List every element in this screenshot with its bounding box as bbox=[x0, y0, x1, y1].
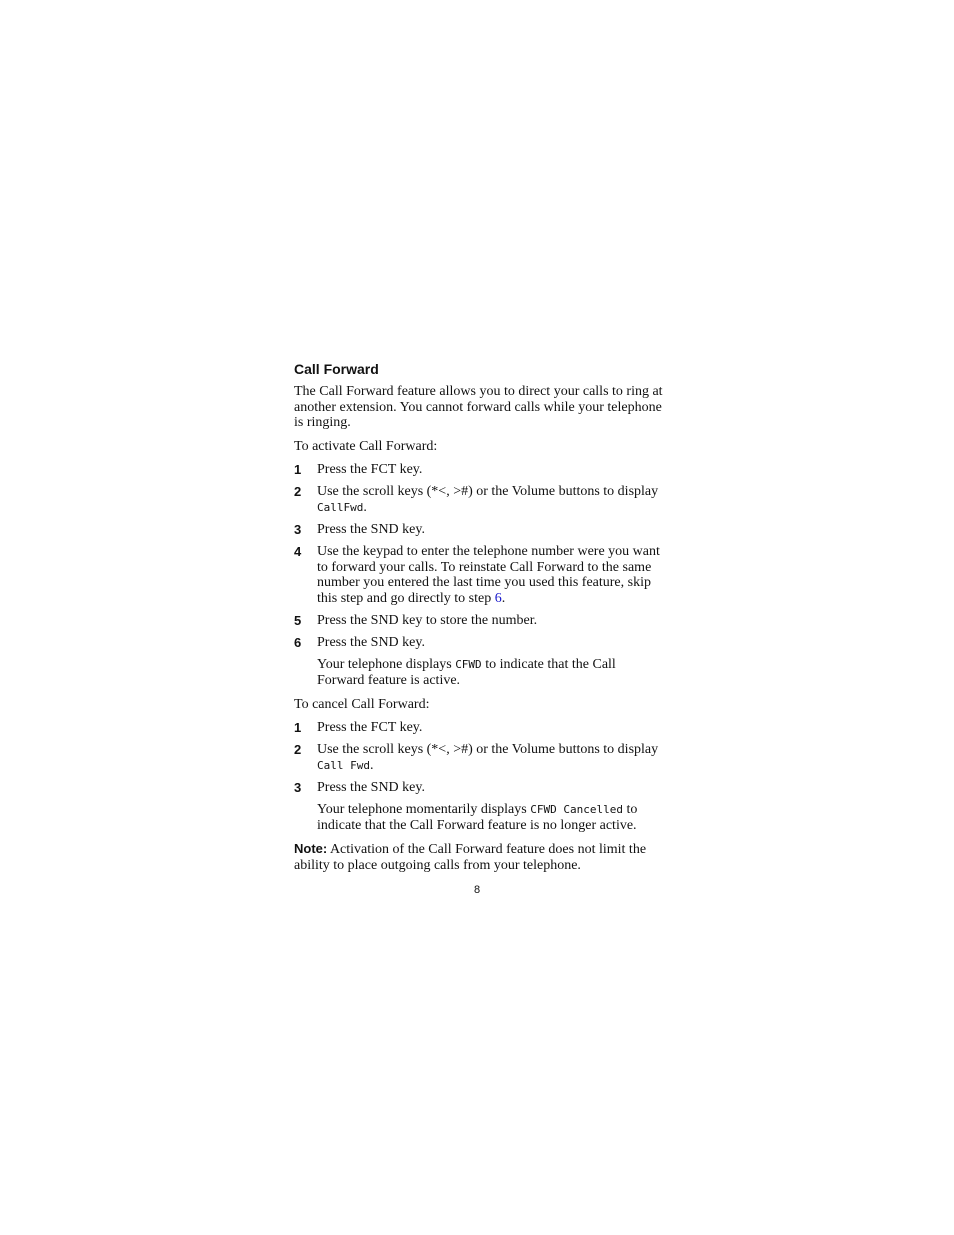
step-text: Press the SND key. bbox=[317, 635, 425, 651]
result-text-end: to indicate that the Call Forward feature is no longer active. bbox=[317, 801, 638, 833]
step-text: Use the scroll keys (*<, >#) or the Volume buttons to display bbox=[317, 484, 659, 500]
activate-steps-list bbox=[294, 462, 664, 650]
step-number: 3 bbox=[294, 779, 302, 795]
intro-paragraph: The Call Forward feature allows you to direct your calls to ring at another extension. You cannot forward calls while your telephone is ringing. bbox=[294, 384, 663, 431]
step-text: Press the SND key to store the number. bbox=[317, 613, 538, 629]
step-text-end: . bbox=[501, 591, 506, 607]
cancel-step-1 bbox=[294, 720, 664, 736]
result-text: Your telephone momentarily displays bbox=[317, 801, 531, 817]
document-page bbox=[294, 360, 664, 881]
step-number: 3 bbox=[294, 522, 302, 538]
step-number: 2 bbox=[294, 742, 302, 758]
activate-result bbox=[294, 657, 664, 688]
cancel-step-2 bbox=[294, 742, 664, 773]
note-paragraph bbox=[294, 841, 664, 873]
step-number: 2 bbox=[294, 484, 302, 500]
step-number: 5 bbox=[294, 613, 302, 629]
cancel-result bbox=[294, 802, 664, 833]
activate-step-1 bbox=[294, 462, 664, 478]
note-text: Activation of the Call Forward feature does not limit the ability to place outgoing calls from your telephone. bbox=[294, 842, 647, 873]
step-6-link[interactable]: 6 bbox=[494, 591, 502, 607]
page-number: 8 bbox=[473, 884, 481, 896]
display-text: CallFwd bbox=[317, 501, 364, 515]
activate-step-6 bbox=[294, 635, 664, 651]
display-text: Call Fwd bbox=[317, 758, 370, 772]
step-number: 1 bbox=[294, 720, 302, 736]
result-text: Your telephone displays bbox=[317, 657, 456, 673]
step-text-end: . bbox=[369, 757, 374, 773]
note-label: Note: bbox=[294, 841, 328, 857]
result-text-end: to indicate that the Call Forward feature is active. bbox=[317, 657, 616, 688]
display-text: CFWD bbox=[455, 658, 482, 672]
step-text: Press the SND key. bbox=[317, 779, 425, 795]
activate-step-3 bbox=[294, 522, 664, 538]
section-title: Call Forward bbox=[294, 361, 379, 377]
step-text-end: . bbox=[363, 500, 367, 516]
activate-heading: To activate Call Forward: bbox=[294, 438, 438, 454]
step-text: Press the SND key. bbox=[317, 522, 425, 538]
activate-step-5 bbox=[294, 613, 664, 629]
step-text: Use the scroll keys (*<, >#) or the Volume buttons to display bbox=[317, 742, 659, 758]
activate-step-4 bbox=[294, 544, 664, 606]
step-text: Press the FCT key. bbox=[317, 462, 423, 478]
step-text: Press the FCT key. bbox=[317, 720, 423, 736]
step-number: 4 bbox=[294, 544, 302, 560]
cancel-step-3 bbox=[294, 780, 664, 796]
cancel-steps-list bbox=[294, 720, 664, 795]
cancel-heading: To cancel Call Forward: bbox=[294, 696, 430, 712]
step-text: Use the keypad to enter the telephone number were you want to forward your calls. To reinstate Call Forward to the same number you entered the last time you used this feature, skip this step and go directly to step bbox=[317, 544, 660, 607]
activate-step-2 bbox=[294, 484, 664, 515]
step-number: 6 bbox=[294, 635, 302, 651]
step-number: 1 bbox=[294, 462, 302, 478]
display-text: CFWD Cancelled bbox=[530, 802, 623, 816]
